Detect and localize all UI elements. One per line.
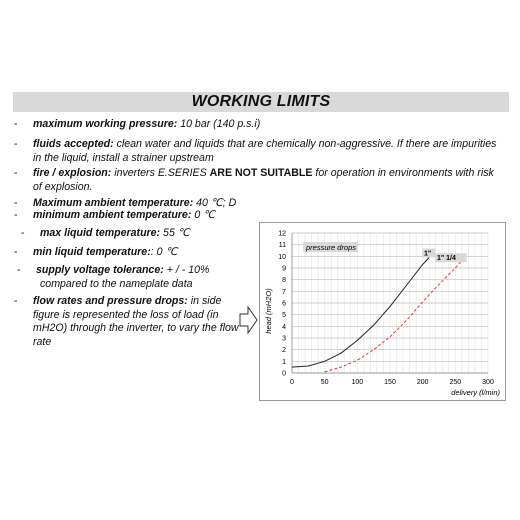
- y-tick-label: 3: [282, 335, 286, 343]
- y-tick-label: 4: [282, 323, 286, 331]
- x-tick-label: 50: [320, 379, 329, 386]
- section-title-bar: [13, 92, 509, 112]
- y-tick-label: 9: [282, 265, 286, 273]
- right-arrow-icon: [239, 306, 259, 334]
- list-item: - max liquid temperature: 55 ℃: [21, 227, 190, 239]
- list-item: - flow rates and pressure drops: in side figure is represented the loss of load (in mH2O) through the inverter, to vary the flow rate: [14, 295, 239, 348]
- y-tick-label: 5: [282, 312, 286, 320]
- pressure-drop-chart: [259, 222, 506, 401]
- y-tick-label: 0: [282, 370, 286, 378]
- y-axis-label: head (mH2O): [264, 288, 273, 334]
- y-tick-label: 7: [282, 288, 286, 296]
- series-label: 1" 1/4: [436, 255, 456, 263]
- list-item: - fluids accepted: clean water and liquids that are chemically non-aggressive. If there are impurities in the liquid, install a strainer upstream: [14, 138, 497, 164]
- list-item: - minimum ambient temperature: 0 ℃: [14, 209, 216, 221]
- x-tick-label: 150: [384, 379, 396, 386]
- series-line-1: [292, 258, 429, 368]
- series-label: 1": [424, 250, 432, 258]
- list-item: - fire / explosion: inverters E.SERIES ARE NOT SUITABLE for operation in environments with risk of explosion.: [14, 167, 494, 193]
- chart-svg: [260, 223, 505, 400]
- list-item: - Maximum ambient temperature: 40 ℃; D: [14, 197, 237, 209]
- x-tick-label: 250: [449, 379, 462, 386]
- x-tick-label: 100: [351, 379, 364, 386]
- y-tick-label: 8: [282, 277, 286, 285]
- x-tick-label: 200: [416, 379, 429, 386]
- y-tick-label: 12: [278, 230, 286, 238]
- y-tick-label: 6: [282, 300, 286, 308]
- chart-annotation: pressure drops: [306, 243, 357, 252]
- list-item: - supply voltage tolerance: + / - 10% compared to the nameplate data: [17, 264, 210, 290]
- x-axis-label: delivery (l/min): [451, 388, 500, 397]
- x-tick-label: 0: [290, 379, 294, 386]
- list-item: - maximum working pressure: 10 bar (140 p.s.i): [14, 118, 261, 130]
- y-tick-label: 2: [282, 347, 286, 355]
- y-tick-label: 1: [282, 358, 286, 366]
- y-tick-label: 10: [278, 253, 286, 261]
- section-title: WORKING LIMITS: [191, 93, 331, 110]
- y-tick-label: 11: [278, 242, 286, 250]
- x-tick-label: 300: [482, 379, 494, 386]
- list-item: - min liquid temperature:: 0 ℃: [14, 246, 178, 258]
- series-line-2: [325, 262, 461, 372]
